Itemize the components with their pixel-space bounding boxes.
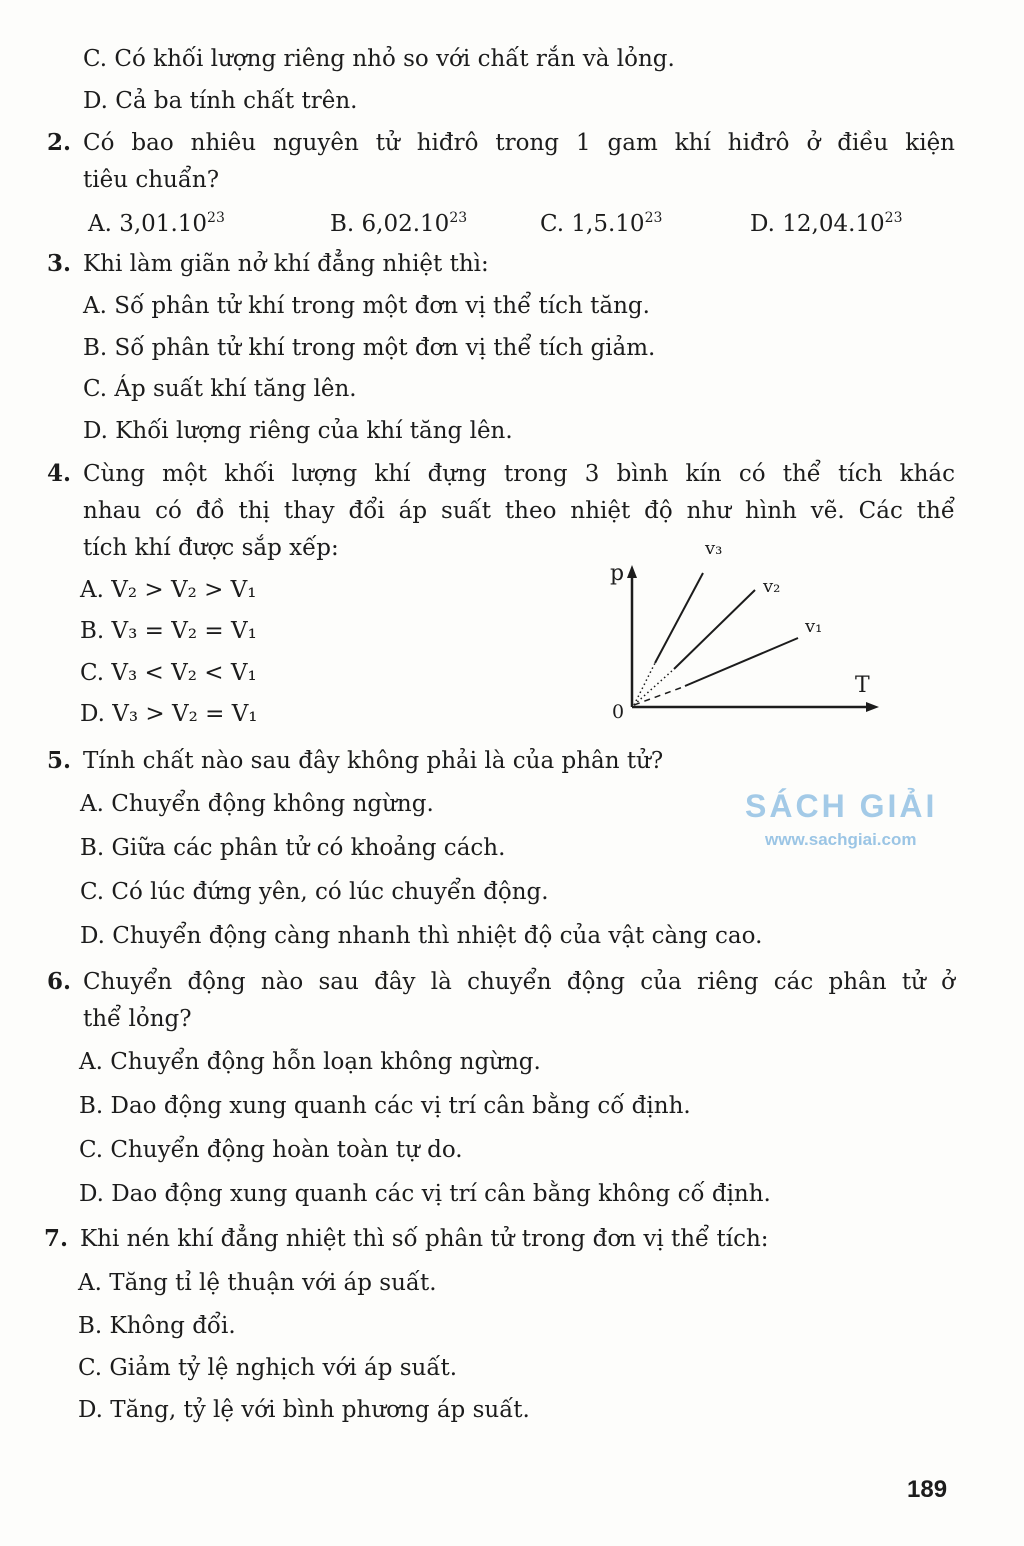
q6-text: 6. Chuyển động nào sau đây là chuyển động của riêng các phân tử ở (47, 968, 955, 995)
q4-text: 4. Cùng một khối lượng khí đựng trong 3 bình kín có thể tích khác (47, 460, 955, 487)
q1-option-c: C. Có khối lượng riêng nhỏ so với chất rắn và lỏng. (83, 46, 675, 72)
q6-line2: thể lỏng? (83, 1006, 192, 1032)
q2-option-c: C. 1,5.10$^{23}$ (540, 210, 663, 237)
q3-option-c: C. Áp suất khí tăng lên. (83, 376, 357, 402)
q6-option-a: A. Chuyển động hỗn loạn không ngừng. (79, 1049, 541, 1075)
q7-text: 7. Khi nén khí đẳng nhiệt thì số phân tử trong đơn vị thể tích: (44, 1225, 769, 1252)
q7-option-d: D. Tăng, tỷ lệ với bình phương áp suất. (78, 1397, 530, 1423)
v1-label: v₁ (805, 616, 823, 637)
q2-option-d: D. 12,04.10$^{23}$ (750, 210, 903, 237)
q3-option-d: D. Khối lượng riêng của khí tăng lên. (83, 418, 513, 444)
q2-line2: tiêu chuẩn? (83, 167, 220, 193)
watermark-logo: SÁCH GIẢI (745, 788, 938, 824)
pressure-temperature-graph (0, 0, 1024, 740)
q6-option-b: B. Dao động xung quanh các vị trí cân bằng cố định. (79, 1093, 691, 1119)
q3-option-b: B. Số phân tử khí trong một đơn vị thể tích giảm. (83, 335, 656, 361)
q4-option-d: D. V₃ > V₂ = V₁ (80, 701, 258, 727)
q4-option-c: C. V₃ < V₂ < V₁ (80, 660, 257, 686)
origin-label: 0 (612, 701, 625, 723)
q6-option-c: C. Chuyển động hoàn toàn tự do. (79, 1137, 463, 1163)
t-axis-label: T (855, 673, 870, 698)
q4-line3: tích khí được sắp xếp: (83, 535, 339, 561)
watermark-url: www.sachgiai.com (765, 830, 917, 849)
q4-option-a: A. V₂ > V₂ > V₁ (80, 577, 257, 603)
v3-extrapolation (634, 663, 655, 705)
v3-line (655, 573, 703, 663)
page-number: 189 (907, 1476, 948, 1503)
q4-option-b: B. V₃ = V₂ = V₁ (80, 618, 257, 644)
q2-line1: Có bao nhiêu nguyên tử hiđrô trong 1 gam khí hiđrô ở điều kiện (83, 130, 955, 156)
t-axis-arrow (866, 702, 879, 712)
q2-option-a: A. 3,01.10$^{23}$ (88, 210, 225, 237)
q5-text: 5. Tính chất nào sau đây không phải là của phân tử? (47, 747, 664, 774)
q2-number: 2. (47, 129, 72, 156)
v3-label: v₃ (705, 538, 723, 559)
p-axis-label: p (610, 561, 625, 586)
q5-option-d: D. Chuyển động càng nhanh thì nhiệt độ của vật càng cao. (80, 923, 763, 949)
q7-option-b: B. Không đổi. (78, 1313, 236, 1339)
q5-option-b: B. Giữa các phân tử có khoảng cách. (80, 835, 506, 861)
q2-option-b: B. 6,02.10$^{23}$ (330, 210, 468, 237)
v2-label: v₂ (763, 576, 781, 597)
v2-line (674, 590, 755, 669)
q3-text: 3. Khi làm giãn nở khí đẳng nhiệt thì: (47, 250, 489, 277)
q1-option-d: D. Cả ba tính chất trên. (83, 88, 358, 114)
v2-extrapolation (634, 669, 674, 705)
v1-line (685, 638, 798, 686)
v1-extrapolation (634, 687, 683, 705)
q4-line2: nhau có đồ thị thay đổi áp suất theo nhiệt độ như hình vẽ. Các thể (83, 498, 955, 524)
q5-option-c: C. Có lúc đứng yên, có lúc chuyển động. (80, 879, 549, 905)
p-axis-arrow (627, 565, 637, 578)
q7-option-a: A. Tăng tỉ lệ thuận với áp suất. (78, 1270, 437, 1296)
q7-option-c: C. Giảm tỷ lệ nghịch với áp suất. (78, 1355, 458, 1381)
q5-option-a: A. Chuyển động không ngừng. (80, 791, 434, 817)
q3-option-a: A. Số phân tử khí trong một đơn vị thể tích tăng. (83, 293, 650, 319)
q6-option-d: D. Dao động xung quanh các vị trí cân bằng không cố định. (79, 1181, 771, 1207)
